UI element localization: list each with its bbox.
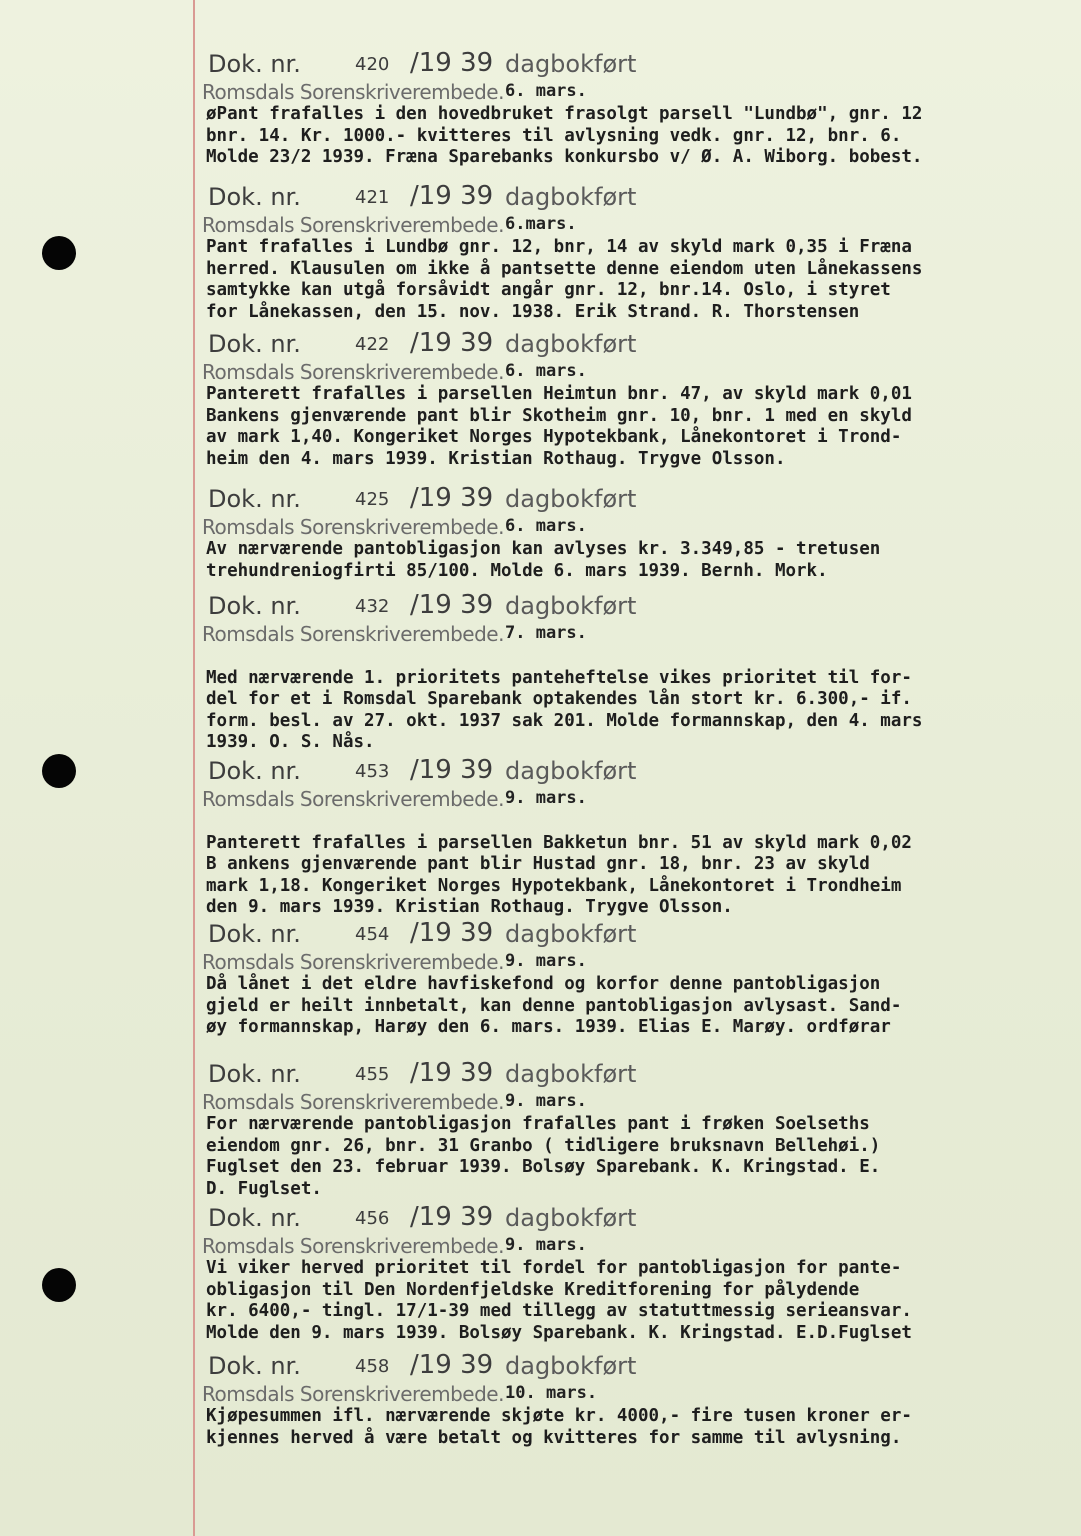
text-line: For nærværende pantobligasjon frafalles pant i frøken Soelseths: [206, 1114, 870, 1134]
office-stamp: Romsdals Sorenskriverembede.: [202, 950, 504, 974]
entry-text: [206, 811, 1070, 919]
office-stamp: Romsdals Sorenskriverembede.: [202, 213, 504, 237]
office-stamp-row: [200, 1090, 1070, 1112]
text-line: eiendom gnr. 26, bnr. 31 Granbo ( tidligere bruksnavn Bellehøi.): [206, 1135, 881, 1156]
text-line: kjennes herved å være betalt og kvitteres for samme til avlysning.: [206, 1427, 902, 1448]
entry-text: [206, 646, 1070, 754]
registration-stamp: [200, 1204, 1070, 1234]
registration-stamp: [200, 1352, 1070, 1382]
entry-text: [206, 1406, 1070, 1449]
entry-text: [206, 539, 1070, 582]
text-line: [206, 811, 1070, 833]
entry-text: [206, 384, 1070, 470]
dagbokfort-stamp: dagbokført: [505, 1060, 637, 1088]
dok-number: 458: [355, 1356, 390, 1377]
dagbokfort-stamp: dagbokført: [505, 50, 637, 78]
text-line: Då lånet i det eldre havfiskefond og korfor denne pantobligasjon: [206, 974, 881, 994]
dok-label: Dok. nr.: [208, 485, 301, 513]
text-line: Panterett frafalles i parsellen Bakketun bnr. 51 av skyld mark 0,02: [206, 832, 912, 853]
office-stamp-row: [200, 950, 1070, 972]
document-entry: [200, 1352, 1070, 1449]
entry-text: [206, 974, 1070, 1039]
registration-stamp: [200, 485, 1070, 515]
office-stamp-row: [200, 515, 1070, 537]
year-stamp: /19 39: [410, 755, 494, 785]
document-entry: [200, 1204, 1070, 1344]
punch-hole: [42, 236, 76, 270]
text-line: heim den 4. mars 1939. Kristian Rothaug. Trygve Olsson.: [206, 448, 786, 469]
entry-date: 9. mars.: [505, 1091, 587, 1111]
dagbokfort-stamp: dagbokført: [505, 592, 637, 620]
year-stamp: /19 39: [410, 328, 494, 358]
office-stamp-row: [200, 622, 1070, 644]
entry-date: 9. mars.: [505, 788, 587, 808]
registration-stamp: [200, 183, 1070, 213]
registration-stamp: [200, 1060, 1070, 1090]
dagbokfort-stamp: dagbokført: [505, 1204, 637, 1232]
dagbokfort-stamp: dagbokført: [505, 183, 637, 211]
dok-number: 420: [355, 54, 390, 75]
document-entry: [200, 485, 1070, 582]
dagbokfort-stamp: dagbokført: [505, 330, 637, 358]
entry-date: 6.mars.: [505, 214, 577, 234]
year-stamp: /19 39: [410, 590, 494, 620]
dok-label: Dok. nr.: [208, 183, 301, 211]
office-stamp-row: [200, 787, 1070, 809]
office-stamp: Romsdals Sorenskriverembede.: [202, 80, 504, 104]
text-line: Pant frafalles i Lundbø gnr. 12, bnr, 14 av skyld mark 0,35 i Fræna: [206, 237, 912, 257]
text-line: kr. 6400,- tingl. 17/1-39 med tillegg av statuttmessig serieansvar.: [206, 1301, 912, 1321]
office-stamp: Romsdals Sorenskriverembede.: [202, 1090, 504, 1114]
document-entry: [200, 592, 1070, 754]
office-stamp: Romsdals Sorenskriverembede.: [202, 360, 504, 384]
entry-date: 9. mars.: [505, 1235, 587, 1255]
text-line: del for et i Romsdal Sparebank optakendes lån stort kr. 6.300,- if.: [206, 689, 912, 709]
text-line: form. besl. av 27. okt. 1937 sak 201. Molde formannskap, den 4. mars: [206, 710, 923, 731]
entry-text: [206, 104, 1070, 169]
dok-label: Dok. nr.: [208, 592, 301, 620]
dagbokfort-stamp: dagbokført: [505, 1352, 637, 1380]
dok-label: Dok. nr.: [208, 50, 301, 78]
punch-hole: [42, 1268, 76, 1302]
text-line: Bankens gjenværende pant blir Skotheim gnr. 10, bnr. 1 med en skyld: [206, 405, 912, 426]
dok-number: 455: [355, 1064, 390, 1085]
text-line: [206, 646, 1070, 668]
dok-number: 453: [355, 761, 390, 782]
dagbokfort-stamp: dagbokført: [505, 485, 637, 513]
year-stamp: /19 39: [410, 918, 494, 948]
text-line: Molde 23/2 1939. Fræna Sparebanks konkursbo v/ Ø. A. Wiborg. bobest.: [206, 147, 923, 167]
document-entry: [200, 1060, 1070, 1200]
text-line: Molde den 9. mars 1939. Bolsøy Sparebank. K. Kringstad. E.D.Fuglset: [206, 1322, 912, 1343]
text-line: Vi viker herved prioritet til fordel for pantobligasjon for pante-: [206, 1258, 902, 1278]
text-line: bnr. 14. Kr. 1000.- kvitteres til avlysning vedk. gnr. 12, bnr. 6.: [206, 125, 902, 146]
dagbokfort-stamp: dagbokført: [505, 757, 637, 785]
text-line: obligasjon til Den Nordenfjeldske Kreditforening for pålydende: [206, 1279, 860, 1300]
text-line: Panterett frafalles i parsellen Heimtun bnr. 47, av skyld mark 0,01: [206, 384, 912, 404]
office-stamp-row: [200, 1234, 1070, 1256]
office-stamp: Romsdals Sorenskriverembede.: [202, 1234, 504, 1258]
text-line: B ankens gjenværende pant blir Hustad gnr. 18, bnr. 23 av skyld: [206, 854, 870, 874]
entry-date: 6. mars.: [505, 361, 587, 381]
text-line: mark 1,18. Kongeriket Norges Hypotekbank, Lånekontoret i Trondheim: [206, 875, 902, 896]
registration-stamp: [200, 50, 1070, 80]
dok-label: Dok. nr.: [208, 757, 301, 785]
entry-date: 7. mars.: [505, 623, 587, 643]
dok-label: Dok. nr.: [208, 1352, 301, 1380]
office-stamp-row: [200, 213, 1070, 235]
text-line: Av nærværende pantobligasjon kan avlyses kr. 3.349,85 - tretusen: [206, 539, 881, 559]
dagbokfort-stamp: dagbokført: [505, 920, 637, 948]
year-stamp: /19 39: [410, 48, 494, 78]
dok-number: 422: [355, 334, 390, 355]
dok-number: 425: [355, 489, 390, 510]
dok-number: 432: [355, 596, 390, 617]
text-line: Med nærværende 1. prioritets panteheftelse vikes prioritet til for-: [206, 667, 912, 688]
text-line: Kjøpesummen ifl. nærværende skjøte kr. 4000,- fire tusen kroner er-: [206, 1406, 912, 1426]
entry-date: 10. mars.: [505, 1383, 598, 1403]
punch-hole: [42, 754, 76, 788]
text-line: for Lånekassen, den 15. nov. 1938. Erik Strand. R. Thorstensen: [206, 301, 860, 322]
office-stamp: Romsdals Sorenskriverembede.: [202, 1382, 504, 1406]
document-entry: [200, 50, 1070, 169]
year-stamp: /19 39: [410, 483, 494, 513]
text-line: trehundreniogfirti 85/100. Molde 6. mars 1939. Bernh. Mork.: [206, 560, 828, 581]
year-stamp: /19 39: [410, 181, 494, 211]
margin-rule: [193, 0, 195, 1536]
office-stamp-row: [200, 80, 1070, 102]
entry-text: [206, 1114, 1070, 1200]
text-line: D. Fuglset.: [206, 1178, 322, 1199]
text-line: Fuglset den 23. februar 1939. Bolsøy Sparebank. K. Kringstad. E.: [206, 1157, 881, 1177]
office-stamp: Romsdals Sorenskriverembede.: [202, 515, 504, 539]
text-line: samtykke kan utgå forsåvidt angår gnr. 12, bnr.14. Oslo, i styret: [206, 280, 891, 300]
registration-stamp: [200, 330, 1070, 360]
text-line: gjeld er heilt innbetalt, kan denne pantobligasjon avlysast. Sand-: [206, 995, 902, 1016]
year-stamp: /19 39: [410, 1202, 494, 1232]
text-line: øPant frafalles i den hovedbruket frasolgt parsell "Lundbø", gnr. 12: [206, 104, 923, 124]
entry-date: 6. mars.: [505, 516, 587, 536]
registration-stamp: [200, 757, 1070, 787]
dok-number: 456: [355, 1208, 390, 1229]
entry-date: 9. mars.: [505, 951, 587, 971]
document-entry: [200, 330, 1070, 470]
registration-stamp: [200, 920, 1070, 950]
office-stamp-row: [200, 1382, 1070, 1404]
dok-label: Dok. nr.: [208, 1060, 301, 1088]
text-line: herred. Klausulen om ikke å pantsette denne eiendom uten Lånekassens: [206, 258, 923, 279]
registration-stamp: [200, 592, 1070, 622]
entry-text: [206, 237, 1070, 323]
dok-number: 454: [355, 924, 390, 945]
dok-label: Dok. nr.: [208, 1204, 301, 1232]
dok-label: Dok. nr.: [208, 920, 301, 948]
entry-text: [206, 1258, 1070, 1344]
document-entry: [200, 920, 1070, 1039]
office-stamp: Romsdals Sorenskriverembede.: [202, 787, 504, 811]
office-stamp: Romsdals Sorenskriverembede.: [202, 622, 504, 646]
year-stamp: /19 39: [410, 1350, 494, 1380]
office-stamp-row: [200, 360, 1070, 382]
entry-date: 6. mars.: [505, 81, 587, 101]
document-entry: [200, 183, 1070, 323]
text-line: av mark 1,40. Kongeriket Norges Hypotekbank, Lånekontoret i Trond-: [206, 427, 902, 447]
document-entry: [200, 757, 1070, 919]
dok-number: 421: [355, 187, 390, 208]
dok-label: Dok. nr.: [208, 330, 301, 358]
text-line: den 9. mars 1939. Kristian Rothaug. Trygve Olsson.: [206, 897, 733, 917]
year-stamp: /19 39: [410, 1058, 494, 1088]
text-line: 1939. O. S. Nås.: [206, 732, 375, 752]
text-line: øy formannskap, Harøy den 6. mars. 1939. Elias E. Marøy. ordførar: [206, 1017, 891, 1037]
